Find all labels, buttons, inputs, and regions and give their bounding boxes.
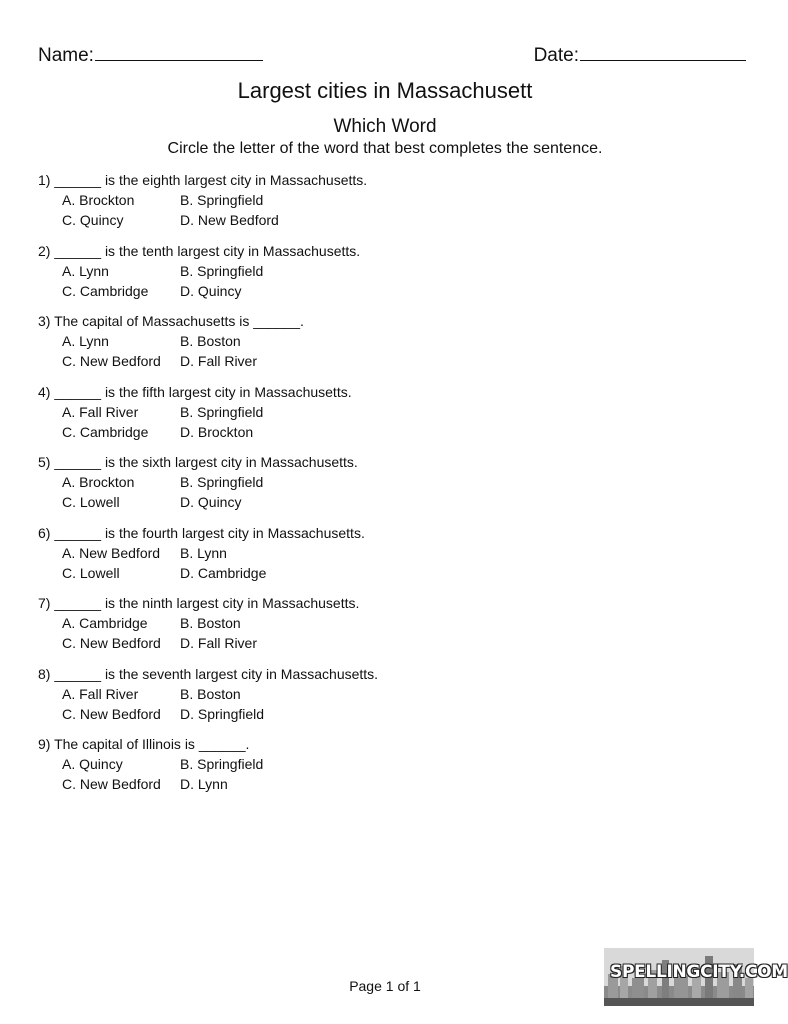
question-text: 6) ______ is the fourth largest city in Massachusetts.	[38, 524, 365, 541]
worksheet-instructions: Circle the letter of the word that best completes the sentence.	[167, 140, 603, 157]
option-row	[38, 402, 738, 422]
option-d: D. Fall River	[180, 353, 258, 369]
option-a: A. Lynn	[62, 333, 109, 349]
option-b: B. Springfield	[180, 192, 264, 208]
option-c: C. New Bedford	[62, 705, 161, 722]
name-blank-line	[95, 42, 263, 61]
logo-text: SPELLINGCITY.COM	[610, 962, 788, 982]
option-row	[38, 613, 738, 633]
option-a: A. Cambridge	[62, 615, 148, 631]
question-2	[38, 241, 738, 312]
name-label: Name:	[38, 45, 94, 66]
option-row	[38, 633, 738, 653]
option-row	[38, 281, 738, 301]
option-b: B. Boston	[180, 685, 241, 702]
option-a: A. Lynn	[62, 262, 109, 279]
option-row	[38, 774, 738, 794]
question-text: 2) ______ is the tenth largest city in Massachusetts.	[38, 242, 361, 259]
option-c: C. Lowell	[62, 494, 120, 510]
question-text: 5) ______ is the sixth largest city in Massachusetts.	[38, 454, 358, 470]
option-row	[38, 543, 738, 563]
question-text: 4) ______ is the fifth largest city in Massachusetts.	[38, 383, 352, 400]
option-d: D. Brockton	[180, 423, 254, 440]
date-blank-line	[580, 42, 746, 61]
option-d: D. Lynn	[180, 776, 228, 792]
option-a: A. New Bedford	[62, 544, 161, 561]
option-b: B. Boston	[180, 615, 241, 631]
option-row	[38, 210, 738, 230]
option-c: C. Quincy	[62, 212, 124, 228]
question-text: 3) The capital of Massachusetts is ______.	[38, 313, 304, 329]
question-1	[38, 170, 738, 241]
worksheet-title: Largest cities in Massachusett	[237, 78, 533, 103]
option-b: B. Boston	[180, 333, 241, 349]
question-text: 9) The capital of Illinois is ______.	[38, 736, 250, 752]
option-a: A. Fall River	[62, 403, 139, 420]
option-d: D. New Bedford	[180, 212, 279, 228]
option-d: D. Cambridge	[180, 564, 267, 581]
question-list	[38, 170, 738, 805]
option-a: A. Fall River	[62, 685, 139, 702]
option-row	[38, 563, 738, 583]
page-number: Page 1 of 1	[349, 978, 421, 994]
date-label: Date:	[533, 45, 579, 66]
option-b: B. Lynn	[180, 544, 227, 561]
question-text: 7) ______ is the ninth largest city in Massachusetts.	[38, 595, 360, 611]
option-b: B. Springfield	[180, 262, 264, 279]
option-d: D. Quincy	[180, 282, 242, 299]
option-a: A. Brockton	[62, 192, 135, 208]
option-b: B. Springfield	[180, 403, 264, 420]
worksheet-subtitle: Which Word	[333, 116, 437, 137]
name-field	[38, 42, 263, 67]
option-c: C. Cambridge	[62, 282, 149, 299]
option-d: D. Springfield	[180, 705, 265, 722]
option-b: B. Springfield	[180, 756, 264, 772]
question-6	[38, 523, 738, 594]
question-text: 8) ______ is the seventh largest city in Massachusetts.	[38, 665, 379, 682]
date-field	[534, 42, 746, 67]
question-4	[38, 382, 738, 453]
option-row	[38, 754, 738, 774]
option-row	[38, 422, 738, 442]
option-row	[38, 190, 738, 210]
question-7	[38, 593, 738, 664]
option-row	[38, 351, 738, 371]
option-c: C. Lowell	[62, 564, 120, 581]
option-row	[38, 492, 738, 512]
option-row	[38, 684, 738, 704]
option-b: B. Springfield	[180, 474, 264, 490]
question-9	[38, 734, 738, 805]
question-8	[38, 664, 738, 735]
option-c: C. New Bedford	[62, 776, 161, 792]
option-a: A. Quincy	[62, 756, 123, 772]
option-d: D. Quincy	[180, 494, 242, 510]
option-row	[38, 261, 738, 281]
option-c: C. New Bedford	[62, 353, 161, 369]
option-row	[38, 704, 738, 724]
option-row	[38, 472, 738, 492]
option-c: C. Cambridge	[62, 423, 149, 440]
option-a: A. Brockton	[62, 474, 135, 490]
option-c: C. New Bedford	[62, 635, 161, 651]
question-3	[38, 311, 738, 382]
option-d: D. Fall River	[180, 635, 258, 651]
option-row	[38, 331, 738, 351]
question-5	[38, 452, 738, 523]
header-row	[38, 42, 746, 68]
question-text: 1) ______ is the eighth largest city in Massachusetts.	[38, 172, 368, 188]
spellingcity-logo	[604, 948, 788, 1006]
